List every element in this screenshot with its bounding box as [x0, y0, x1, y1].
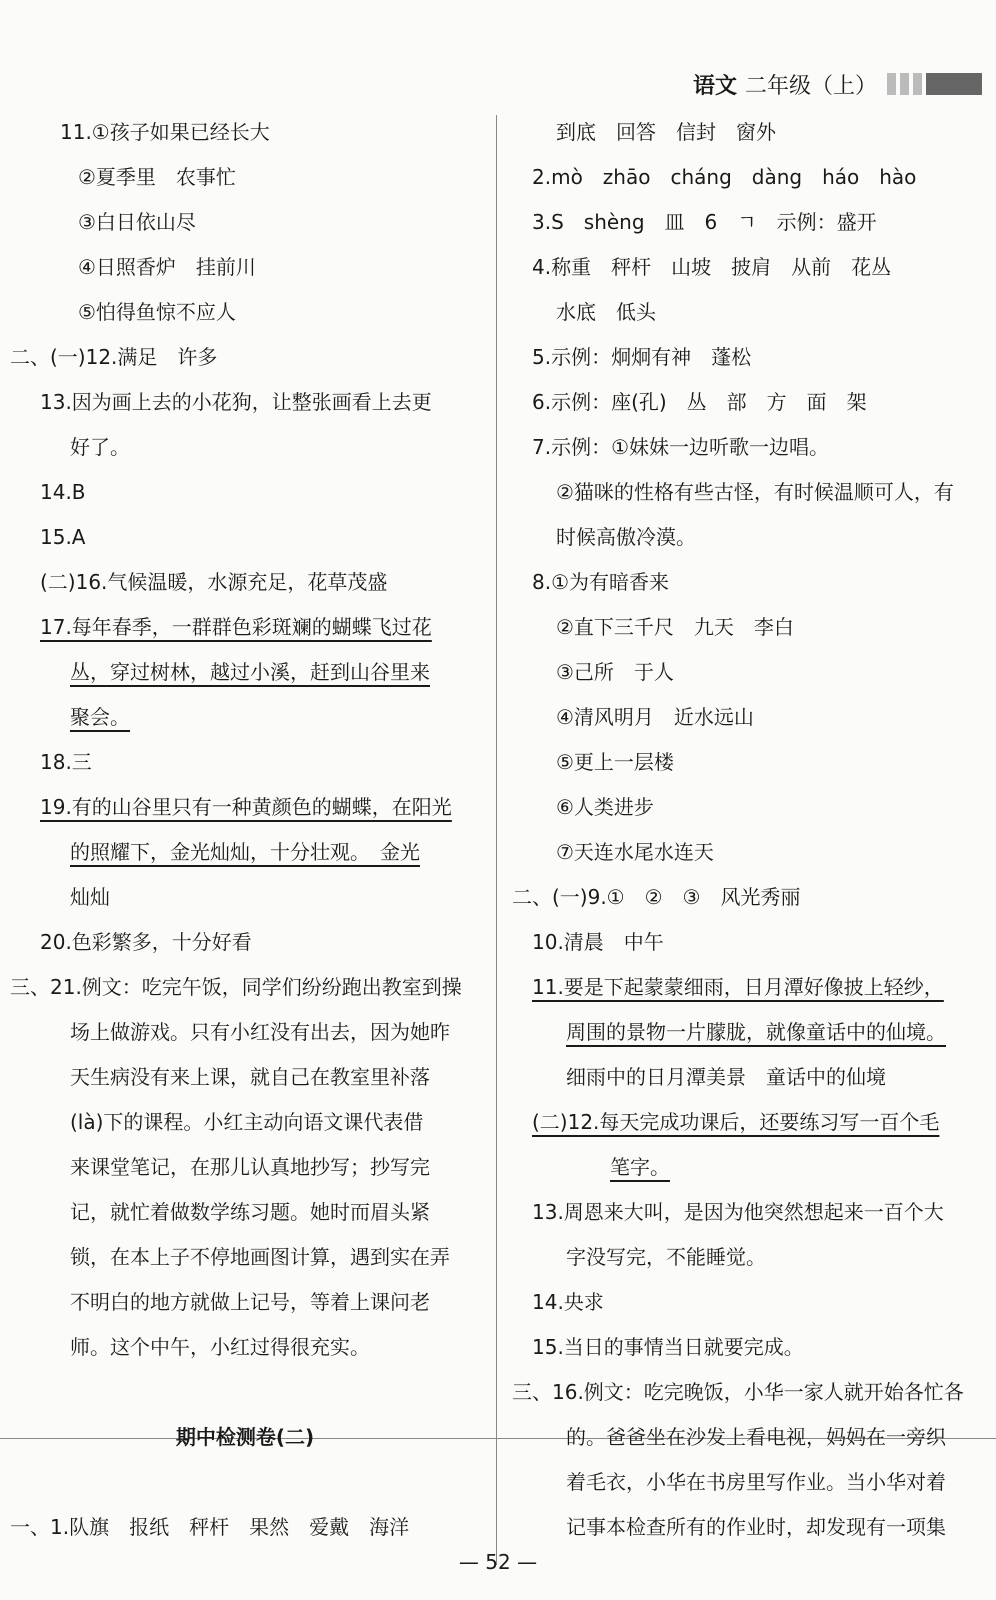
answer-line: 时候高傲冷漠。 — [556, 525, 696, 549]
answer-line: 到底 回答 信封 窗外 — [556, 120, 776, 144]
answer-line: 的。爸爸坐在沙发上看电视，妈妈在一旁织 — [566, 1425, 946, 1449]
answer-line: 来课堂笔记，在那儿认真地抄写；抄写完 — [70, 1155, 430, 1179]
answer-line — [10, 1370, 480, 1415]
answer-line: ④清风明月 近水远山 — [556, 705, 754, 729]
column-divider — [496, 115, 497, 1565]
answer-line: 18.三 — [40, 750, 92, 774]
answer-line: 2.mò zhāo cháng dàng háo hào — [532, 165, 917, 189]
answer-line: ③白日依山尽 — [78, 210, 196, 234]
answer-line: ②夏季里 农事忙 — [78, 165, 236, 189]
section-title: 期中检测卷(二) — [175, 1425, 315, 1449]
answer-line: 记事本检查所有的作业时，却发现有一项集 — [566, 1515, 946, 1539]
answer-line: 丛，穿过树林，越过小溪，赶到山谷里来 — [70, 660, 430, 684]
answer-line: 记，就忙着做数学练习题。她时而眉头紧 — [70, 1200, 430, 1224]
answer-line: 锁，在本上子不停地画图计算，遇到实在弄 — [70, 1245, 450, 1269]
answer-line: 不明白的地方就做上记号，等着上课问老 — [70, 1290, 430, 1314]
answer-line: 三、16.例文：吃完晚饭，小华一家人就开始各忙各 — [512, 1380, 964, 1404]
subject-label: 语文 — [692, 72, 737, 99]
answer-line: 14.央求 — [532, 1290, 604, 1314]
answer-line: ②直下三千尺 九天 李白 — [556, 615, 794, 639]
answer-line: 13.周恩来大叫，是因为他突然想起来一百个大 — [532, 1200, 944, 1224]
answer-line: 一、1.队旗 报纸 秤杆 果然 爱戴 海洋 — [10, 1515, 410, 1539]
answer-line: 5.示例：炯炯有神 蓬松 — [532, 345, 752, 369]
answer-line: 场上做游戏。只有小红没有出去，因为她昨 — [70, 1020, 450, 1044]
answer-line: ②猫咪的性格有些古怪，有时候温顺可人，有 — [556, 480, 954, 504]
page-number: — 52 — — [458, 1550, 538, 1574]
answer-line: 13.因为画上去的小花狗，让整张画看上去更 — [40, 390, 432, 414]
answer-line: 聚会。 — [70, 705, 130, 729]
answer-line: 天生病没有来上课，就自己在教室里补落 — [70, 1065, 430, 1089]
answer-line: ③己所 于人 — [556, 660, 674, 684]
left-column — [10, 110, 480, 1550]
answer-line: 20.色彩繁多，十分好看 — [40, 930, 252, 954]
answer-line: 7.示例：①妹妹一边听歌一边唱。 — [532, 435, 830, 459]
answer-line: 的照耀下，金光灿灿，十分壮观。 金光 — [70, 840, 420, 864]
answer-line: ⑦天连水尾水连天 — [556, 840, 714, 864]
answer-line: 6.示例：座(孔) 丛 部 方 面 架 — [532, 390, 867, 414]
page-header — [693, 66, 982, 102]
answer-line: 10.清晨 中午 — [532, 930, 664, 954]
answer-line: 周围的景物一片朦胧，就像童话中的仙境。 — [566, 1020, 946, 1044]
answer-line: 11.要是下起蒙蒙细雨，日月潭好像披上轻纱， — [532, 975, 944, 999]
answer-line: 着毛衣，小华在书房里写作业。当小华对着 — [566, 1470, 946, 1494]
answer-line: 水底 低头 — [556, 300, 656, 324]
answer-line: 三、21.例文：吃完午饭，同学们纷纷跑出教室到操 — [10, 975, 462, 999]
answer-line: 好了。 — [70, 435, 130, 459]
answer-line: (二)12.每天完成功课后，还要练习写一百个毛 — [532, 1110, 940, 1134]
answer-line: 师。这个中午，小红过得很充实。 — [70, 1335, 370, 1359]
answer-line: 11.①孩子如果已经长大 — [60, 120, 270, 144]
answer-line: (là)下的课程。小红主动向语文课代表借 — [70, 1110, 424, 1134]
answer-line: 笔字。 — [610, 1155, 670, 1179]
answer-line: 灿灿 — [70, 885, 110, 909]
answer-line: 14.B — [40, 480, 86, 504]
header-decoration — [887, 73, 982, 95]
answer-line: 19.有的山谷里只有一种黄颜色的蝴蝶，在阳光 — [40, 795, 452, 819]
answer-line: 4.称重 秤杆 山坡 披肩 从前 花丛 — [532, 255, 892, 279]
answer-line — [10, 1460, 480, 1505]
answer-line: (二)16.气候温暖，水源充足，花草茂盛 — [40, 570, 388, 594]
answer-line: ④日照香炉 挂前川 — [78, 255, 256, 279]
answer-line: ⑥人类进步 — [556, 795, 654, 819]
answer-line: 15.当日的事情当日就要完成。 — [532, 1335, 804, 1359]
answer-line: 二、(一)9.① ② ③ 风光秀丽 — [512, 885, 801, 909]
answer-line: 8.①为有暗香来 — [532, 570, 670, 594]
answer-line: 15.A — [40, 525, 86, 549]
answer-line: 字没写完，不能睡觉。 — [566, 1245, 766, 1269]
answer-line: ⑤更上一层楼 — [556, 750, 674, 774]
answer-line: 二、(一)12.满足 许多 — [10, 345, 218, 369]
answer-line: 细雨中的日月潭美景 童话中的仙境 — [566, 1065, 886, 1089]
answer-line: 17.每年春季，一群群色彩斑斓的蝴蝶飞过花 — [40, 615, 432, 639]
answer-line: ⑤怕得鱼惊不应人 — [78, 300, 236, 324]
grade-label: 二年级（上） — [744, 73, 877, 99]
answer-line: 3.S shèng 皿 6 ㄱ 示例：盛开 — [532, 210, 877, 234]
right-column — [512, 110, 982, 1550]
